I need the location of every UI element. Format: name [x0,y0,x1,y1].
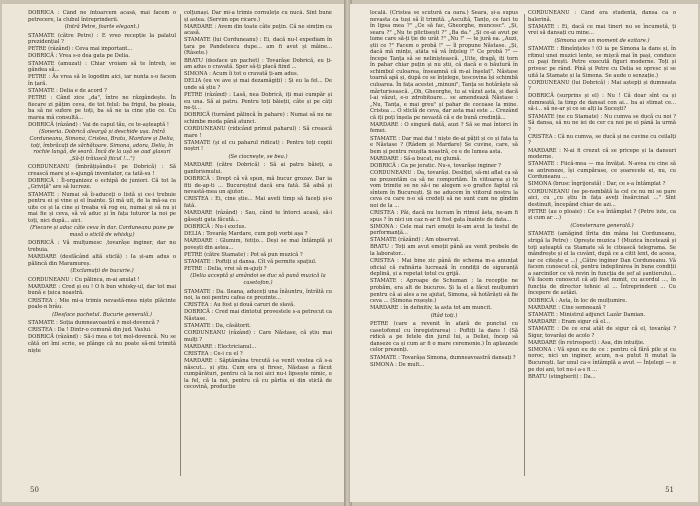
left-column-1 [28,10,176,480]
dialogue-line: PETRE (râzând) : Ceva mai important... [28,46,133,53]
dialogue-line: DOBRICĂ (surprins și el) : Nu ! Că doar sînt ca și dumneată, la timp de dansat con ai... ba ai stimat ce... să-i... să ne-ar și ce se alți la Sucești? [528,93,676,113]
dialogue-line: STAMATE : Poftiți și dansa. Cît vă permite spațiul. [184,258,317,265]
stage-direction: (Intră Petre, foarte elegant.) [64,24,140,31]
dialogue-line: STAMATE (și el cu paharul ridicat) : Pentru toți copiii noștri ! [184,139,332,153]
dialogue-line: SIMONA : Vă spun eu de ce : pentru că fără pile și cu noroc, nici un inginer, acum, n-a putut fi mutat la București. Iar unul ca-s întâmplă a avut — Înțelegi — e pe doi ani, tot nu-i a-s fi ... [528,346,676,373]
dialogue-line: STAMATE (lui Corduneanu) : Ei, dacă nu-l expediam în țara pe Pandelescu dupe... am fi avut și mâine... (Râsete.) [184,37,332,57]
dialogue-line: PETRE : Ăs vrea să le logodim aici, iar nunta s-o facem în țară. [28,74,176,87]
dialogue-line: STAMATE : Da, căsătorit. [184,323,251,330]
stage-direction: (Râd toți.) [430,312,458,319]
dialogue-line: DOBRICĂ : Vrea s-o dea gata pe Delia. [28,53,130,60]
dialogue-line: colțunași. Dar mi-a trimis cornulețe cu nucă. Sînt bune și astea. (Servim ope ricare.) [184,10,332,23]
dialogue-line: DOBRICĂ : Asta, în loc de mulțumire. [528,297,627,304]
stage-direction: (Soneria. Dobrică aleargă și deschide ușa. Intră Corduneanu, Simona, Cristea, Bratu, Mardare și Delia, toți, îmbrăcați de sărbătoare. Simona, adora, Delia, în rochie lungă, de seară. Încă de la ușă se aud glasuri „Să-ți trăiască fiicul !...") [29,129,175,162]
dialogue-line: PETRE (au o ploaie) : Ce s-a întâmplat ? (Petre iute, ca și cum ar ...) [528,208,676,222]
dialogue-line: STAMATE : Bineînțeles ! (O ia pe Simona la dans și, în ritmul unei muzici lente, se mișcă mai în pași, conduce cu pași firești. Petre execută figuri moderne. Toți și privesc pe rând. Pînă și Petre cu Delia se opresc și se uită la Stamate și la Simona. Se aude o senzație.) [528,46,676,79]
dialogue-line: MARDARE : Eram sigur că el... [528,318,610,325]
dialogue-line: STAMATE : Numai să îi-aduceți o listă și ce-i trebuie pentru ei și vine și el înainte. Și mă uit, de la mă-sa cu uite ce și la cine și treaba vă rog eu, numai și să nu și mai fie și ceva, să vă aduc și în fața tuturor la noi pe toți, nici după... aici. [28,191,176,224]
stage-direction: (Consternare generală.) [570,222,634,229]
dialogue-line: DOBRICĂ (turnând pălincă în pahare) : Numai să nu ne schimbe moda până atunci. [184,112,332,125]
stage-direction: (Delia acceptă și amândoi se duc să pună muzică la casetofon.) [190,273,326,287]
dialogue-line: STAMATE (către Petre) : E vreo recepție la palatul prezidențial ? [28,32,176,46]
dialogue-line: DOBRICĂ (râzând) : Să-i mea e tot mol-dovencă. Nu se cătă ori îmi scrie, se plânge că nu poate să-mi trimită niște [28,334,176,354]
dialogue-line: STAMATE : Aproape de Schuman ; la recepție ne probăm, era alt de bucuros. Și la el a făcut mulțumiri pentru că ai ales a ne ajutat, Simona, să hotărăști să fie ceva ... (Simona roșește.) [370,278,518,305]
dialogue-line: CORDUNEANU (ridicând primul paharul) : Să crească mare ! [184,126,332,139]
dialogue-line: CRISTEA : Mie mi-a trimis nevastă-mea niște plăcinte poale-n brâu. [28,297,176,311]
dialogue-line: CORDUNEANU (lui Dobrică) : Mai aștepți și dumneata ? [528,79,676,93]
dialogue-line: STAMATE (ne cu Stamate) : Nu cumva se ducă cu noi ? Să dansa, să nu ne iei de cer cu noi pe ei până la urmă ? [528,113,676,133]
dialogue-line: STAMATE : Soția dumneavoastră e mol-dovencă ? [28,320,160,327]
dialogue-line: CORDUNEANU : Da, tovarăși. Deslițel, să-mi aflat ca să ne prezentăm ca să ne comportăm. În viitoarea și te vom trimite se ne să-i ne alegem s-o grafice faptul că sîntem în București. Și ne aducem în viitorul nostru la ceva cu care n-o să credeți să ne sunt cum ne gîndim noi de la ... [370,170,518,209]
dialogue-line: STAMATE : Delia e de acord ? [28,87,107,94]
dialogue-line: SIMONA : Cele mai rari emoții le-am avut la testul de performanță... [370,223,518,237]
dialogue-line: STAMATE : Fiică-mea — ma învățat. N-avea cu cine să se antreneze, își cumpărase, ce șoarecele ei, nu, cu Corduneanu ... [528,161,676,181]
dialogue-line: SIMONA : De mult... [370,361,425,368]
dialogue-line: MARDARE : Electricianul... [184,343,257,350]
dialogue-line: MARDARE : Să-a bucat, nu glumă. [370,155,462,162]
dialogue-line: BRATU (desface un pachet) : Tovarășe Dobrică, eu ți-am adus o cravată. Sper să-ți placă fiind ... [184,57,332,71]
dialogue-line: SIMONA (brusc îngrijorată) : Dar, ce s-a întâmplat ? [528,181,666,188]
stage-direction: (Simona are un moment de ezitare.) [554,37,650,44]
page-number-right: 51 [665,486,674,494]
dialogue-line: STAMATE : Tovarășa Simona, dumneavoastră dansați ? [370,354,516,361]
dialogue-line: CRISTEA : Păi, dacă nu lucram în ritmul ăsta, ne-am fi spus ? în nici un caz n-ar fi fost gata înainte de data... [370,209,518,223]
dialogue-line: STAMATE (râzând) : Am observat. [370,237,461,244]
dialogue-line: MARDARE (către Dobrică) : Să ai patru băieți, a ganforismului. [184,162,332,175]
dialogue-line: CRISTEA : Că nu cumva, se ducă și ne cuvine cu ceilalți ? [528,133,676,147]
dialogue-line: PETRE (care a revenit în afară de punctul cu casetofonul cu înregistrarea) : Poftiți la dans ! (Să ridică a pe fetele din jurul lui, a Deliei, încep să danseze ca și cum ar fi o mare ceremonie.) În aplauzele celor prezenți. [370,321,518,354]
dialogue-line: MARDARE : Glumim, fetițo... Deși se mai întâmplă și povești din astea... [184,237,332,251]
dialogue-line: MARDARE (desfăcând altă sticlă) : Ia și-am adus o pălincă din Maramureș. [28,254,176,267]
dialogue-line: DELIA (eu ve ave și mai dezamăgiți) : Și eu la fel... De unde să știu ? [184,78,332,91]
right-page [350,4,698,502]
dialogue-line: BRATU : Toți am avut emoții până au venit probele de la laborator... [370,244,518,258]
dialogue-line: MARDARE : O singură dată, auzi ? Să se mai întorci în femei. [370,121,518,135]
dialogue-line: DELIA : Tovarăș Mardare, cum poți vorbi așa ? [184,230,308,237]
dialogue-line: CRISTEA : Au fost și două caruri de slavă. [184,302,295,309]
dialogue-line: STAMATE : Dar mai dai ! niște de-ai pățit și ce și fata ta e Năstase ? (Râdem și Mardare) Se cuvine, care, să bem și pentru reușita noastră, ce e de lumea asta. [370,135,518,155]
dialogue-line: CORDUNEANU (îmbrățișându-l pe Dobrică) : Să crească mare și s-ajungă inventator, ca tată-su ! [28,164,176,177]
dialogue-line: BRATU (stingherit) : Da... [528,373,596,380]
dialogue-line: MARDARE : N-ai fi crezut că se pricepe și la dansuri moderne. [528,147,676,161]
dialogue-line: STAMATE : Da. Ileana, aduceți una înăuntru, întrătă cu noi, la noi pentru cafea ce prezinte... [184,288,332,302]
dialogue-line: STAMATE (amuzat) : Chiar vroiam să te întreb, se gândea să... [28,60,176,74]
dialogue-line: DOBRICĂ : Cred mai dintotul provestele s-a petrecut ca Năstase. [184,309,332,322]
dialogue-line: DOBRICĂ : Când ne întoarcem acasă, mai facem o petrecere, la clubul întreprinderii. [28,10,176,23]
right-column-1 [370,10,518,480]
dialogue-line: DOBRICĂ : Vă mulțumesc ,tovarășe inginer, dar nu trebuia. [28,240,176,253]
dialogue-line: DOBRICĂ : Nu-i exclus. [184,223,247,230]
dialogue-line: PETRE (către Stamate) : Pot să pun muzică ? [184,251,303,258]
dialogue-line: STAMATE : Ei, dacă ce mai tineri nu se încumetă, ți vrei să dansați cu mine... [528,23,676,37]
dialogue-line: PETRE : Delia, vrei să m-ajuți ? [184,265,267,272]
stage-direction: (Se ciocnește, se bea.) [228,153,288,160]
dialogue-line: CORDUNEANU (se pe-nsmbătă la cel ce nu mi se pare aici, cu „cu știu în fața aveți însărcinat ..." Sînt destinuit, începând chiar de azi... [528,188,676,208]
dialogue-line: DOBRICĂ (râzând) : Vai de capul tău, ce te-așteaptă ! [28,121,169,128]
dialogue-line: CRISTEA : Da ! Dintr-o comună din jud. Vaslui. [28,327,152,334]
dialogue-line: MARDARE : Avem din toate câte puțin. Că ne simțim ca acasă. [184,23,332,37]
dialogue-line: CRISTEA : Mai bine zic până de schema m-a anunțat oficial că rafinăria lucrează în condiții de siguranță deplină, și a repetat totul cu grijă. [370,258,518,278]
dialogue-line: DOBRICĂ : Îl-organizez o echipă de juniori. Că tot la „Griviță" are să lucreze. [28,177,176,191]
stage-direction: (Fiecare și aduc câte ceva în dar. Corduneanu pune pe masă o sticlă de whisky.) [30,225,174,238]
dialogue-line: STAMATE (amăgind lîrita din mâna lui Corduneanu, strigă la Petre) : Oprește muzica ! (Muzica încetează și toți așteaptă ca Stamate să le citească telegrama. Se mândrește și el la cuvânt, după ce a citit lent, de aceea, iar ce citește e ...) „Către inginer Dan Corduneanu. Vă facem cunoscut că, pentru îndeplinirea în bune condiții a sarcinilor ce vă revin în funcția de șef al șantierului... Vă facem cunoscut că ați fost numit, cu acordul ..., în funcția de director tehnic al ... Întreprinderii ... Cu începere de astăzi. [528,231,676,297]
dialogue-line: CORDUNEANU : Când era studentă, dansa ca o balerină. [528,10,676,23]
dialogue-line: locală. (Cristea se scutură ca oara.) Seara, și-a supus nevasta ca tuși să îl trimită. „Ascultă, Tanțo, ce faci tu în lipsa mea ?" „Ce să fac, Gheorghe, muncesc". „Și, seara ?" „Nu te plictisești ?" „Ba da." „Și ce-ai avut pe lume care să-ți ție de urât ?" „Nu !" — te jură ea. „Auzi, știi ce ?" Facem o probă !" — îl propune Năstase. „Și, dacă mă mințe, atâta vă vă înțeleg !" Ce probă ?" — începe Tanța să se neliniștească. „Uite, dragă, iți torn în pahar chiar puțin și nu știi, că dacă e o băutură în schimbul culoarea, înseamnă că m-ai înșelat". Năstase toarnă apă și, după ce se înțelege, tescovina își schimbă culoarea. În fața acestei „minuni", Tanța se hotărăște să mărturisească. „Oh, Gheorghe, tu ai văzut asta, și dacă l-ai văzut, e-o zdrobitoare... se amendează Năstase : „Nu, Tanța, e mai greu" și pahar de cocoase la mine. Cristea ... O sticlă de ceva, dar asta mai este ... Crezând că iți poți înșela pe nevastă că e de bună credință... [370,10,518,121]
dialogue-line: CORDUNEANU (râzând) : Care Năstase, că știu mai mulți ? [184,330,332,343]
dialogue-line: SIMONA : Acum îi tot o cravată ți-am adus. [184,71,299,78]
stage-direction: (Exclamații de bucurie.) [70,268,134,275]
dialogue-line: MARDARE : Cine semnează ? [528,304,606,311]
dialogue-line: CORDUNEANU : Cu pălinca, m-ai anulat ! [28,276,140,283]
dialogue-line: MARDARE : Săptămâna trecută i-a venit vestea că s-a născut... și știu. Cum era și firesc, Năstase a făcut cumpărături, pentru că la noi aici nu-i lipsește nimic, e la fel, că la noi, pentru că cu pârtia ei din sticlă de cecovină, producție [184,358,332,391]
column-divider [524,14,525,476]
dialogue-line: MARDARE : în definitiv, la asta tot am muncit. [370,305,492,312]
dialogue-line: MARDARE (râzând) : Sau, când te întorci acasă, să-i găsești gata făcută... [184,209,332,223]
stage-direction: (Desface pachetul. Bucurie generală.) [52,311,152,318]
dialogue-line: DOBRICĂ : Ca pe jeratic. Nu-s, tovarășe inginer ? [370,162,501,169]
left-column-2 [184,10,332,480]
dialogue-line: MARDARE (în retrospect) : Asa, din intuiție. [528,339,645,346]
dialogue-line: MARDARE : Cred și eu ! O h bun whisky-ul, dar tot mai bună e țuica noastră. [28,283,176,297]
dialogue-line: STAMATE : De ce erai atât de sigur că el, tovarăși ? Sigur, tovarăși de acolo ? [528,326,676,339]
dialogue-line: PETRE : Când zice „da", între ne răzgândește. În fiecare zi pățim ceva, de tot felul: ba frigul, ba ploaia, ba să ne sufere pe toți, ba să ne ia cine știe ce. Cu marea mă consultă... [28,95,176,121]
right-column-2 [528,10,676,480]
page-number-left: 50 [30,486,39,494]
dialogue-line: STAMATE : Ministrul adjunct Lazăr Damian. [528,311,646,318]
left-page [2,4,346,502]
dialogue-line: CRISTEA : Ce-i cu el ? [184,351,243,358]
dialogue-line: DOBRICĂ : Drept că vă spun, mă bucur grozav. Dar ia fiti de-ap-ti ... Bucureștiul dacă era fată. Să aibă și nevastă-mea un ajutor. [184,176,332,196]
dialogue-line: PETRE (râzând) : Lasă, nea Dobrică, iți mai cumpăr și eu una. Să ai patru. Pentru toți băieții, câte și pe câți ne-ți... [184,92,332,112]
dialogue-line: CRISTEA : Ei, cine știe... Mai aveti timp să faceți și-o fată. [184,196,332,209]
column-divider [180,14,181,476]
